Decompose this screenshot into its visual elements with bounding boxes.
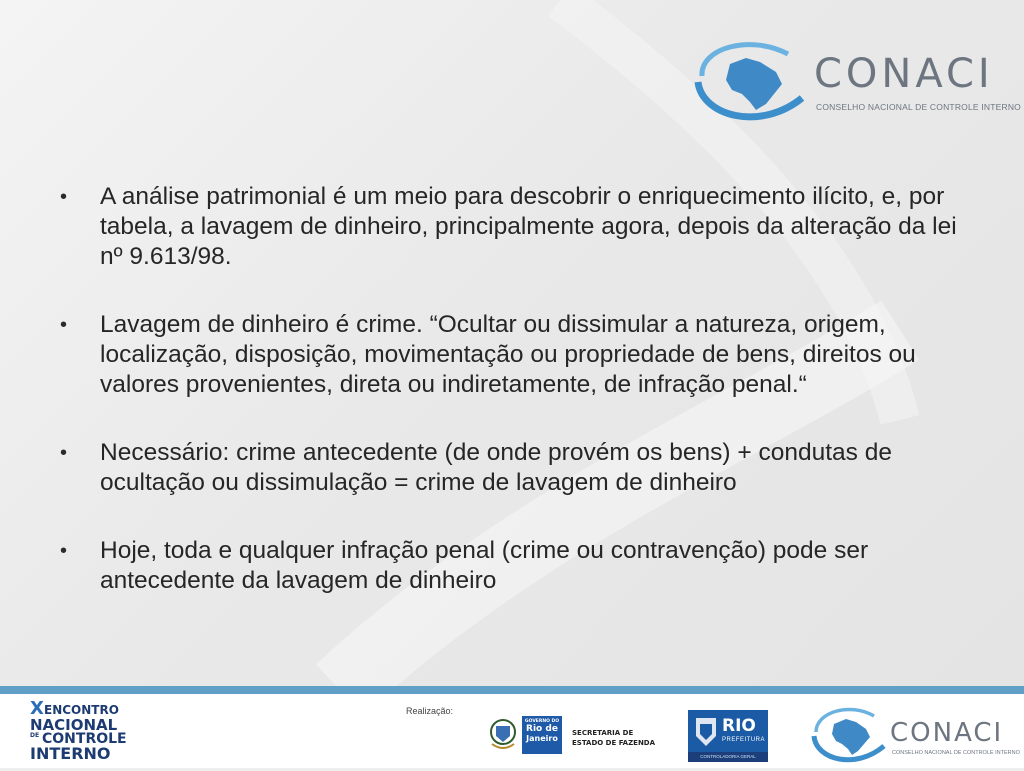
bullet-text: Necessário: crime antecedente (de onde provém os bens) + condutas de ocultação ou dissimulação = crime de lavagem de dinheiro <box>100 439 892 496</box>
bullet-text: A análise patrimonial é um meio para descobrir o enriquecimento ilícito, e, por tabela, a lavagem de dinheiro, principalmente agora, depois da alteração da lei nº 9.613/98. <box>100 183 957 270</box>
bullet-text: Lavagem de dinheiro é crime. “Ocultar ou dissimular a natureza, origem, localização, disposição, movimentação ou propriedade de bens, direitos ou valores provenientes, direta ou indiretamente, de infração penal.“ <box>100 311 916 398</box>
conaci-footer-subtitle: CONSELHO NACIONAL DE CONTROLE INTERNO <box>892 750 1020 756</box>
bullet-item <box>60 182 970 272</box>
conaci-logo-name: CONACI <box>814 51 994 97</box>
footer-divider <box>0 686 1024 694</box>
brazil-map-icon <box>808 704 888 766</box>
bullet-item <box>60 438 970 498</box>
rj-state-crest-icon <box>488 714 518 754</box>
bullet-marker: • <box>60 540 68 562</box>
footer-logos <box>0 694 1024 768</box>
bullet-marker: • <box>60 442 68 464</box>
secretaria-fazenda-label: SECRETARIA DE ESTADO DE FAZENDA <box>572 729 656 747</box>
bullet-item <box>60 536 970 596</box>
bullet-list <box>60 182 970 596</box>
encontro-nacional-logo: X ENCONTRO NACIONAL DE CONTROLE INTERNO <box>30 698 127 763</box>
realizacao-label: Realização: <box>406 706 454 716</box>
conaci-logo-footer <box>808 704 1018 766</box>
conaci-logo-subtitle: CONSELHO NACIONAL DE CONTROLE INTERNO <box>816 102 1021 112</box>
bullet-item <box>60 310 970 400</box>
bullet-text: Hoje, toda e qualquer infração penal (crime ou contravenção) pode ser antecedente da lavagem de dinheiro <box>100 537 869 594</box>
rio-prefeitura-logo: RIO PREFEITURA CONTROLADORIA GERAL <box>688 710 768 762</box>
conaci-logo <box>690 36 1021 128</box>
rio-crest-icon <box>691 712 721 752</box>
bullet-marker: • <box>60 186 68 208</box>
conaci-footer-name: CONACI <box>890 718 1004 748</box>
bullet-marker: • <box>60 314 68 336</box>
brazil-map-icon <box>690 36 810 128</box>
rj-government-badge: GOVERNO DO Rio de Janeiro <box>522 716 562 754</box>
